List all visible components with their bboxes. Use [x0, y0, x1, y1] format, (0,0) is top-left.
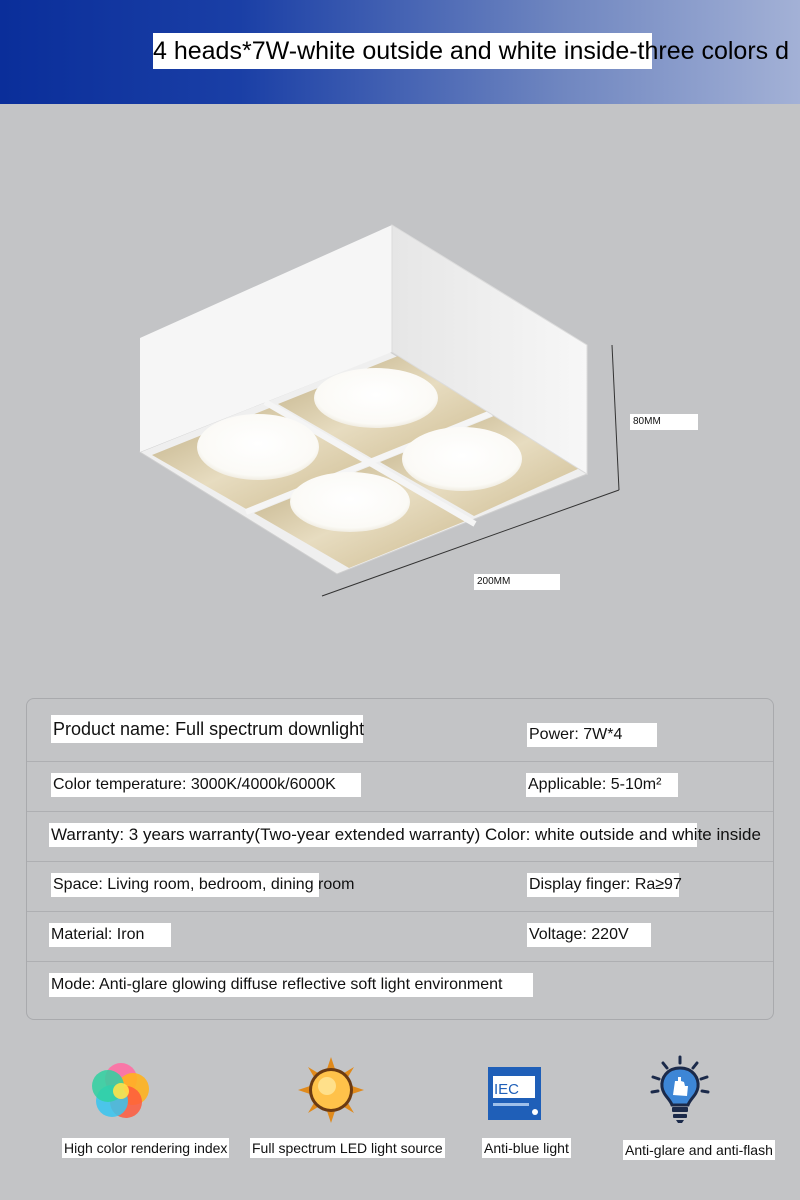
feature-high-cri — [62, 1050, 262, 1170]
spec-applicable-area: Applicable: 5-10m² — [526, 773, 678, 797]
spec-row — [27, 861, 773, 912]
feature-label: Full spectrum LED light source — [252, 1140, 443, 1156]
product-image — [0, 104, 800, 684]
spec-product-name: Product name: Full spectrum downlight — [51, 715, 363, 743]
spec-table — [26, 698, 774, 1020]
sun-icon — [296, 1055, 366, 1125]
spec-space: Space: Living room, bedroom, dining room — [51, 873, 319, 897]
spec-row — [27, 961, 773, 1011]
spec-row — [27, 711, 773, 762]
iec-text: IEC — [494, 1081, 520, 1098]
height-dimension-label: 80MM — [630, 414, 698, 430]
spec-color-temperature: Color temperature: 3000K/4000k/6000K — [51, 773, 361, 797]
feature-label: Anti-blue light — [484, 1140, 569, 1156]
spec-row — [27, 761, 773, 812]
feature-anti-glare — [623, 1050, 800, 1170]
spec-warranty-color: Warranty: 3 years warranty(Two-year extended warranty) Color: white outside and white inside — [49, 823, 697, 847]
feature-label: High color rendering index — [64, 1140, 228, 1156]
spec-row — [27, 811, 773, 862]
feature-full-spectrum — [250, 1050, 450, 1170]
iec-certificate-icon — [482, 1055, 552, 1125]
spec-voltage: Voltage: 220V — [527, 923, 651, 947]
spec-mode: Mode: Anti-glare glowing diffuse reflective soft light environment — [49, 973, 533, 997]
lightbulb-hand-icon — [645, 1055, 715, 1125]
downlight-illustration — [0, 104, 800, 684]
spec-display-finger: Display finger: Ra≥97 — [527, 873, 679, 897]
header-banner — [0, 0, 800, 104]
color-wheel-icon — [86, 1055, 156, 1125]
width-dimension-label: 200MM — [474, 574, 560, 590]
page-title: 4 heads*7W-white outside and white inside-three colors d — [153, 33, 793, 69]
feature-label: Anti-glare and anti-flash — [625, 1142, 773, 1158]
spec-power: Power: 7W*4 — [527, 723, 657, 747]
spec-row — [27, 911, 773, 962]
spec-material: Material: Iron — [49, 923, 171, 947]
